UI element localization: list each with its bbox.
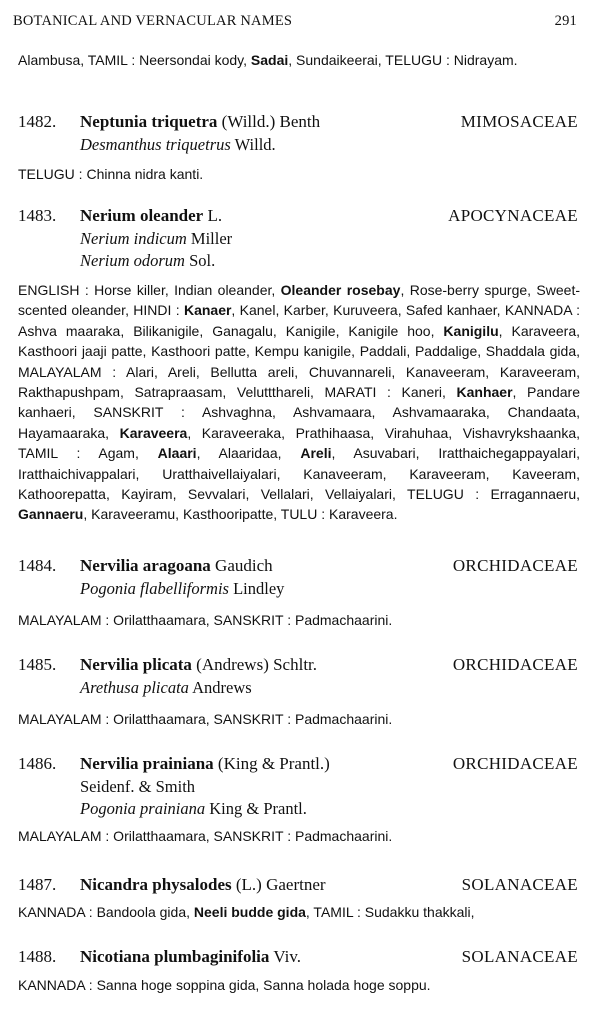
family-name: ORCHIDACEAE [452, 754, 578, 773]
entry-number: 1482. [18, 112, 57, 131]
synonym: Arethusa plicata Andrews [80, 678, 252, 697]
entry-heading [18, 752, 580, 776]
entry-1482 [18, 110, 580, 184]
synonym: Nerium indicum Miller [80, 229, 233, 248]
scientific-name: Nerium oleander L. [80, 206, 223, 225]
family-name: SOLANACEAE [461, 947, 578, 966]
entry-number: 1483. [18, 206, 57, 225]
scientific-name: Neptunia triquetra (Willd.) Benth [80, 112, 321, 131]
entry-number: 1487. [18, 875, 57, 894]
vernacular-names: TELUGU : Chinna nidra kanti. [18, 166, 204, 182]
entry-1484 [18, 554, 580, 630]
family-name: APOCYNACEAE [448, 206, 578, 225]
entry-heading [18, 945, 580, 969]
vernacular-names: MALAYALAM : Orilatthaamara, SANSKRIT : Padmachaarini. [18, 711, 393, 727]
synonym: Pogonia prainiana King & Prantl. [80, 799, 307, 818]
entry-number: 1484. [18, 556, 57, 575]
continuation-paragraph [18, 50, 580, 70]
scientific-name: Nicandra physalodes (L.) Gaertner [80, 875, 326, 894]
entry-1485 [18, 653, 580, 729]
family-name: MIMOSACEAE [460, 112, 578, 131]
vernacular-names: MALAYALAM : Orilatthaamara, SANSKRIT : Padmachaarini. [18, 828, 393, 844]
synonym: Nerium odorum Sol. [80, 251, 216, 270]
entry-1486 [18, 752, 580, 846]
vernacular-names: MALAYALAM : Orilatthaamara, SANSKRIT : Padmachaarini. [18, 612, 393, 628]
scientific-name: Nervilia aragoana Gaudich [80, 556, 273, 575]
entry-number: 1485. [18, 655, 57, 674]
vernacular-names: KANNADA : Sanna hoge soppina gida, Sanna holada hoge soppu. [18, 977, 431, 993]
entry-heading [18, 204, 580, 228]
family-name: ORCHIDACEAE [452, 655, 578, 674]
entry-number: 1488. [18, 947, 57, 966]
entry-heading [18, 653, 580, 677]
vernacular-names: ENGLISH : Horse killer, Indian oleander, Oleander rosebay, Rose-berry spurge, Sweet-scented oleander, HINDI : Kanaer, Kanel, Karber, Kuruveera, Safed kanhaer, KANNADA : Ashva maaraka, Bilikanigile, Ganagalu, Kanigile, Kanigile hoo, Kanigilu, Karaveera, Kasthoori jaaji patte, Kasthoori patte, Kempu kanigile, Paddali, Paddalige, Shaddala gida, MALAYALAM : Alari, Areli, Bellutta areli, Chuvannareli, Kanaveeram, Karaveeram, Rakthapushpam, Satrapraasam, Veluttthareli, MARATI : Kaneri, Kanhaer, Pandare kanhaeri, SANSKRIT : Ashvaghna, Ashvamaara, Ashvamaaraka, Chandaata, Hayamaaraka, Karaveera, Karaveeraka, Prathihaasa, Virahuhaa, Vishavrykshaanka, TAMIL : Agam, Alaari, Alaaridaa, Areli, Asuvabari, Iratthaichegappayalari, Iratthaichivappalari, Uratthaivellaiyalari, Kanaveeram, Karaveeram, Kaveeram, Kathoorepatta, Kayiram, Sevvalari, Vellalari, Vellaiyalari, TELUGU : Erragannaeru, Gannaeru, Karaveeramu, Kasthooripatte, TULU : Karaveera. [18, 282, 581, 523]
scientific-name: Nicotiana plumbaginifolia Viv. [80, 947, 301, 966]
entry-number: 1486. [18, 754, 57, 773]
scientific-name: Nervilia prainiana (King & Prantl.) [80, 754, 330, 773]
entry-heading [18, 110, 580, 134]
page-number: 291 [554, 13, 577, 29]
vernacular-names: Alambusa, TAMIL : Neersondai kody, Sadai, Sundaikeerai, TELUGU : Nidrayam. [18, 52, 518, 68]
synonym: Pogonia flabelliformis Lindley [80, 579, 285, 598]
synonym: Desmanthus triquetrus Willd. [80, 135, 276, 154]
entry-1487 [18, 873, 580, 922]
entry-1483 [18, 204, 580, 525]
family-name: ORCHIDACEAE [452, 556, 578, 575]
author-continuation: Seidenf. & Smith [80, 777, 196, 796]
vernacular-names: KANNADA : Bandoola gida, Neeli budde gida, TAMIL : Sudakku thakkali, [18, 904, 475, 920]
family-name: SOLANACEAE [461, 875, 578, 894]
entry-1488 [18, 945, 580, 995]
scientific-name: Nervilia plicata (Andrews) Schltr. [80, 655, 318, 674]
running-header-title: BOTANICAL AND VERNACULAR NAMES [13, 13, 293, 29]
entry-heading [18, 873, 580, 897]
entry-heading [18, 554, 580, 578]
